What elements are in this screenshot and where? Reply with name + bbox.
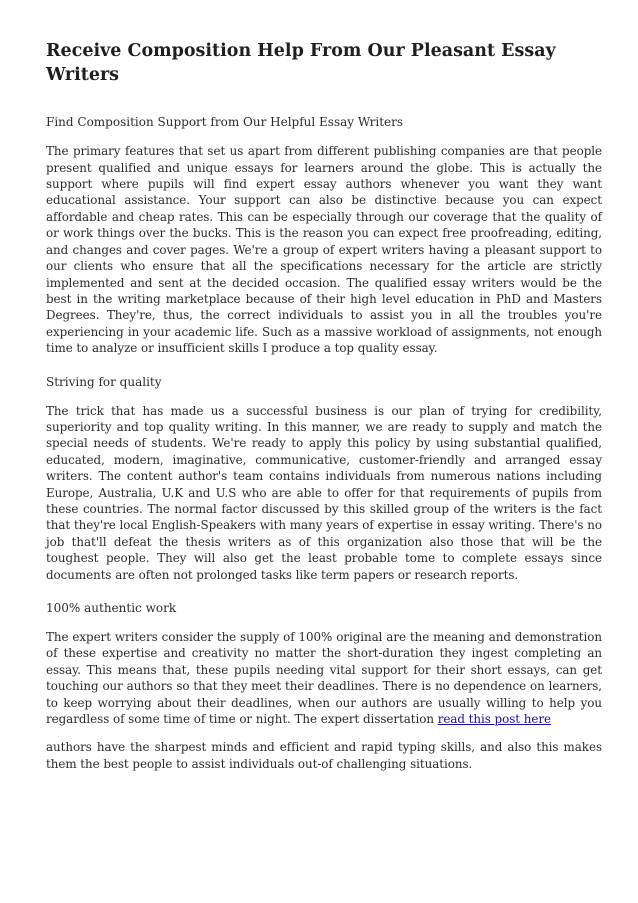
document-page (46, 40, 602, 772)
read-post-link[interactable]: read this post here (437, 712, 551, 727)
paragraph-intro: The primary features that set us apart from different publishing companies are that people present qualified and unique essays for learners around the globe. This is actually the support where pupils will find expert essay authors whenever you want they want educational assistance. Your support can also be distinctive because you can expect affordable and cheap rates. This can be especially through our coverage that the quality of or work things over the bucks. This is the reason you can expect free proofreading, editing, and changes and cover pages. We're a group of expert writers having a pleasant support to our clients who ensure that all the specifications necessary for the article are strictly implemented and sent at the decided occasion. The qualified essay writers would be the best in the writing marketplace because of their high level education in PhD and Masters Degrees. They're, thus, the correct individuals to assist you in all the troubles you're experiencing in your academic life. Such as a massive workload of assignments, not enough time to analyze or insufficient skills I produce a top quality essay. (46, 144, 602, 356)
section-heading-authentic: 100% authentic work (46, 601, 177, 615)
document-subtitle: Find Composition Support from Our Helpful Essay Writers (46, 115, 404, 130)
document-title: Receive Composition Help From Our Pleasant Essay Writers (46, 41, 556, 85)
paragraph-authentic-text: The expert writers consider the supply of 100% original are the meaning and demonstration of these expertise and creativity no matter the short-duration they ingest completing an essay. This means that, these pupils needing vital support for their short essays, can get touching our authors so that they meet their deadlines. There is no dependence on learners, to keep worrying about their deadlines, when our authors are usually willing to help you regardless of some time of time or night. The expert dissertation (46, 630, 602, 727)
paragraph-closing: authors have the sharpest minds and efficient and rapid typing skills, and also this makes them the best people to assist individuals out-of challenging situations. (46, 740, 602, 771)
section-heading-quality: Striving for quality (46, 374, 162, 389)
paragraph-quality: The trick that has made us a successful business is our plan of trying for credibility, superiority and top quality writing. In this manner, we are ready to supply and match the special needs of students. We're ready to apply this policy by using substantial qualified, educated, modern, imaginative, communicative, customer-friendly and arranged essay writers. The content author's team contains individuals from numerous nations including Europe, Australia, U.K and U.S who are able to offer for that requirements of pupils from these countries. The normal factor discussed by this skilled group of the writers is the fact that they're local English-Speakers with many years of expertise in essay writing. There's no job that'll defeat the thesis writers as of this organization also those that will be the toughest people. They will also get the least probable tome to complete essays since documents are often not prolonged tasks like term papers or research reports. (46, 403, 602, 582)
paragraph-authentic (46, 629, 602, 727)
